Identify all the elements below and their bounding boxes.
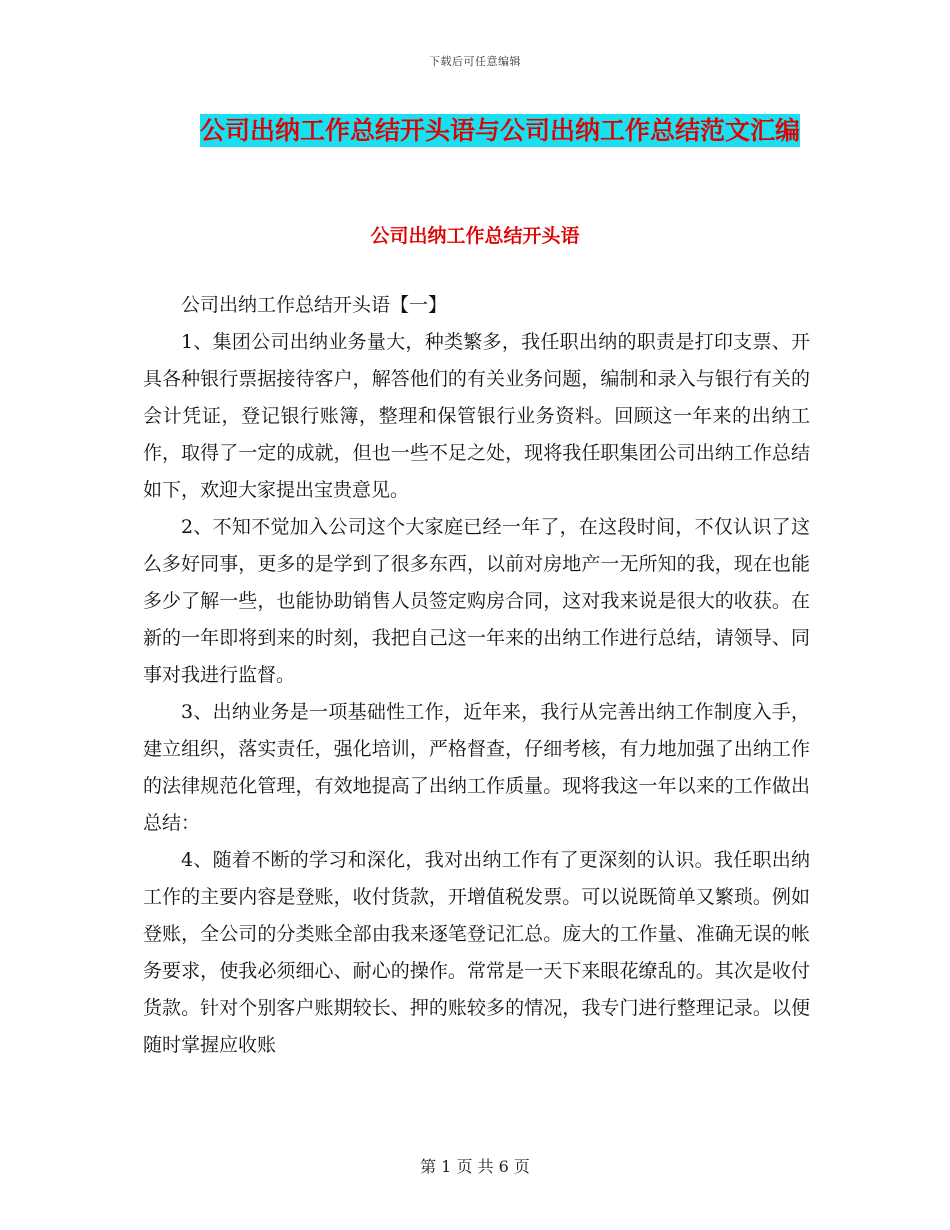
body-text (143, 287, 810, 1064)
paragraph-4: 4、随着不断的学习和深化，我对出纳工作有了更深刻的认识。我任职出纳工作的主要内容是登账，收付货款，开增值税发票。可以说既简单又繁琐。例如登账，全公司的分类账全部由我来逐笔登记汇总。庞大的工作量、准确无误的帐务要求，使我必须细心、耐心的操作。常常是一天下来眼花缭乱的。其次是收付货款。针对个别客户账期较长、押的账较多的情况，我专门进行整理记录。以便随时掌握应收账 (143, 849, 810, 1056)
section-title: 公司出纳工作总结开头语 (370, 225, 580, 247)
paragraph-1: 1、集团公司出纳业务量大，种类繁多，我任职出纳的职责是打印支票、开具各种银行票据接待客户，解答他们的有关业务问题，编制和录入与银行有关的会计凭证，登记银行账簿，整理和保管银行业务资料。回顾这一年来的出纳工作，取得了一定的成就，但也一些不足之处，现将我任职集团公司出纳工作总结如下，欢迎大家提出宝贵意见。 (143, 331, 810, 501)
paragraph-3: 3、出纳业务是一项基础性工作，近年来，我行从完善出纳工作制度入手，建立组织，落实责任，强化培训，严格督查，仔细考核，有力地加强了出纳工作的法律规范化管理，有效地提高了出纳工作质量。现将我这一年以来的工作做出总结： (143, 701, 810, 834)
header-note: 下载后可任意编辑 (429, 55, 521, 68)
page-footer: 第 1 页 共 6 页 (420, 1157, 530, 1176)
document-title (190, 108, 810, 154)
subheading: 公司出纳工作总结开头语【一】 (181, 294, 448, 316)
document-title-text: 公司出纳工作总结开头语与公司出纳工作总结范文汇编 (199, 116, 800, 145)
paragraph-2: 2、不知不觉加入公司这个大家庭已经一年了，在这段时间，不仅认识了这么多好同事，更多的是学到了很多东西，以前对房地产一无所知的我，现在也能多少了解一些，也能协助销售人员签定购房合同，这对我来说是很大的收获。在新的一年即将到来的时刻，我把自己这一年来的出纳工作进行总结，请领导、同事对我进行监督。 (143, 516, 810, 686)
